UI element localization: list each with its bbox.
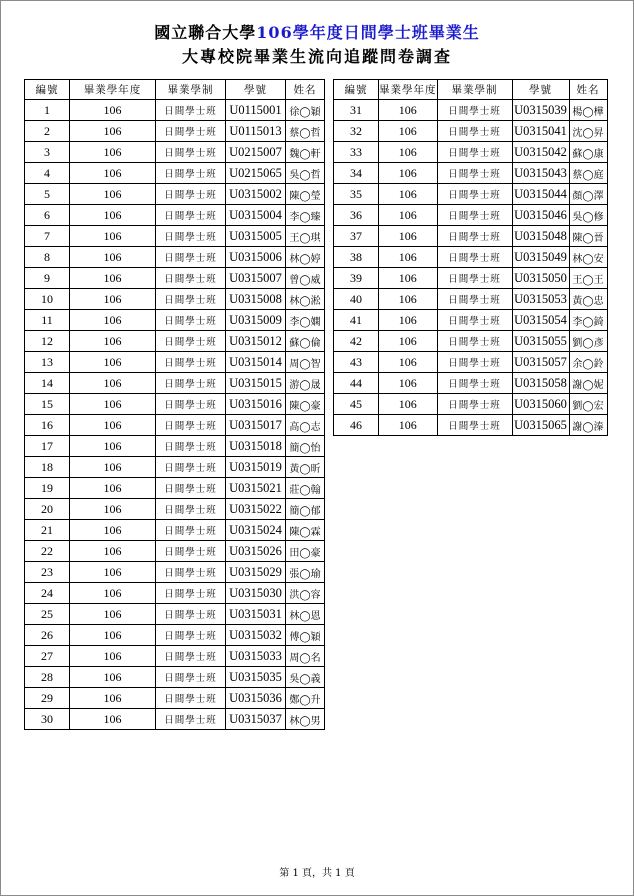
cell-program: 日間學士班 [437, 100, 512, 121]
cell-program: 日間學士班 [156, 289, 226, 310]
cell-program: 日間學士班 [156, 604, 226, 625]
cell-grad-year: 106 [379, 394, 438, 415]
cell-number: 20 [25, 499, 70, 520]
cell-program: 日間學士班 [156, 184, 226, 205]
cell-grad-year: 106 [70, 331, 156, 352]
cell-grad-year: 106 [70, 184, 156, 205]
cell-name: 李◯臻 [286, 205, 325, 226]
cell-grad-year: 106 [379, 289, 438, 310]
table-header-row [25, 80, 325, 100]
cell-name: 蔡◯庭 [569, 163, 607, 184]
table-row [334, 289, 608, 310]
cell-student-id: U0315054 [512, 310, 569, 331]
cell-program: 日間學士班 [437, 352, 512, 373]
title-highlight: 106學年度日間學士班畢業生 [256, 23, 480, 42]
table-row [334, 268, 608, 289]
header-number: 編號 [25, 80, 70, 100]
table-row [334, 394, 608, 415]
cell-number: 9 [25, 268, 70, 289]
header-program: 畢業學制 [156, 80, 226, 100]
cell-name: 余◯鈴 [569, 352, 607, 373]
cell-name: 劉◯宏 [569, 394, 607, 415]
cell-number: 10 [25, 289, 70, 310]
table-row [25, 520, 325, 541]
cell-student-id: U0315041 [512, 121, 569, 142]
cell-number: 7 [25, 226, 70, 247]
title-school: 國立聯合大學 [154, 23, 257, 42]
cell-number: 15 [25, 394, 70, 415]
table-row [25, 541, 325, 562]
table-row [334, 184, 608, 205]
cell-number: 33 [334, 142, 379, 163]
cell-number: 34 [334, 163, 379, 184]
table-row [25, 457, 325, 478]
cell-number: 28 [25, 667, 70, 688]
table-row [334, 226, 608, 247]
cell-number: 37 [334, 226, 379, 247]
cell-name: 顏◯澤 [569, 184, 607, 205]
cell-name: 林◯淞 [286, 289, 325, 310]
cell-program: 日間學士班 [156, 310, 226, 331]
cell-grad-year: 106 [70, 625, 156, 646]
cell-student-id: U0315018 [226, 436, 286, 457]
cell-grad-year: 106 [379, 226, 438, 247]
cell-name: 莊◯翰 [286, 478, 325, 499]
cell-program: 日間學士班 [437, 184, 512, 205]
cell-program: 日間學士班 [156, 352, 226, 373]
table-body-right [334, 100, 608, 436]
cell-student-id: U0315042 [512, 142, 569, 163]
table-row [25, 289, 325, 310]
cell-name: 林◯男 [286, 709, 325, 730]
cell-grad-year: 106 [70, 709, 156, 730]
table-row [25, 373, 325, 394]
cell-program: 日間學士班 [437, 142, 512, 163]
cell-student-id: U0315015 [226, 373, 286, 394]
cell-program: 日間學士班 [156, 121, 226, 142]
table-row [25, 688, 325, 709]
cell-grad-year: 106 [379, 247, 438, 268]
table-row [25, 583, 325, 604]
cell-number: 1 [25, 100, 70, 121]
cell-name: 洪◯容 [286, 583, 325, 604]
cell-grad-year: 106 [70, 688, 156, 709]
cell-number: 30 [25, 709, 70, 730]
cell-student-id: U0315019 [226, 457, 286, 478]
cell-number: 29 [25, 688, 70, 709]
cell-grad-year: 106 [70, 289, 156, 310]
cell-name: 林◯恩 [286, 604, 325, 625]
cell-grad-year: 106 [70, 394, 156, 415]
cell-grad-year: 106 [70, 205, 156, 226]
cell-grad-year: 106 [379, 268, 438, 289]
cell-program: 日間學士班 [437, 289, 512, 310]
cell-student-id: U0215007 [226, 142, 286, 163]
header-student-id: 學號 [512, 80, 569, 100]
cell-grad-year: 106 [70, 142, 156, 163]
cell-name: 吳◯哲 [286, 163, 325, 184]
cell-name: 林◯安 [569, 247, 607, 268]
header-number: 編號 [334, 80, 379, 100]
cell-grad-year: 106 [70, 583, 156, 604]
cell-program: 日間學士班 [437, 247, 512, 268]
cell-grad-year: 106 [379, 373, 438, 394]
table-row [25, 604, 325, 625]
cell-name: 謝◯妮 [569, 373, 607, 394]
cell-name: 吳◯修 [569, 205, 607, 226]
table-header-row [334, 80, 608, 100]
cell-student-id: U0315035 [226, 667, 286, 688]
cell-program: 日間學士班 [156, 562, 226, 583]
cell-number: 41 [334, 310, 379, 331]
cell-grad-year: 106 [379, 352, 438, 373]
cell-program: 日間學士班 [156, 625, 226, 646]
table-row [25, 562, 325, 583]
cell-program: 日間學士班 [156, 163, 226, 184]
table-row [25, 163, 325, 184]
cell-program: 日間學士班 [156, 520, 226, 541]
cell-program: 日間學士班 [437, 373, 512, 394]
cell-program: 日間學士班 [156, 226, 226, 247]
cell-student-id: U0315031 [226, 604, 286, 625]
cell-number: 46 [334, 415, 379, 436]
table-row [334, 415, 608, 436]
table-row [334, 121, 608, 142]
table-row [25, 142, 325, 163]
cell-student-id: U0315007 [226, 268, 286, 289]
cell-number: 13 [25, 352, 70, 373]
table-row [25, 709, 325, 730]
table-row [25, 667, 325, 688]
cell-name: 劉◯彥 [569, 331, 607, 352]
cell-name: 吳◯義 [286, 667, 325, 688]
cell-student-id: U0315017 [226, 415, 286, 436]
table-row [25, 247, 325, 268]
cell-name: 田◯豪 [286, 541, 325, 562]
cell-student-id: U0315022 [226, 499, 286, 520]
cell-program: 日間學士班 [156, 247, 226, 268]
cell-program: 日間學士班 [156, 415, 226, 436]
header-program: 畢業學制 [437, 80, 512, 100]
table-row [25, 226, 325, 247]
cell-program: 日間學士班 [156, 583, 226, 604]
cell-program: 日間學士班 [156, 142, 226, 163]
cell-grad-year: 106 [70, 541, 156, 562]
cell-grad-year: 106 [70, 478, 156, 499]
cell-student-id: U0315039 [512, 100, 569, 121]
cell-student-id: U0315009 [226, 310, 286, 331]
cell-student-id: U0215065 [226, 163, 286, 184]
cell-name: 曾◯威 [286, 268, 325, 289]
cell-grad-year: 106 [70, 667, 156, 688]
cell-student-id: U0315026 [226, 541, 286, 562]
cell-student-id: U0315002 [226, 184, 286, 205]
cell-program: 日間學士班 [156, 373, 226, 394]
cell-number: 42 [334, 331, 379, 352]
header-grad-year: 畢業學年度 [379, 80, 438, 100]
table-row [25, 499, 325, 520]
cell-name: 周◯名 [286, 646, 325, 667]
cell-number: 24 [25, 583, 70, 604]
cell-student-id: U0315055 [512, 331, 569, 352]
cell-name: 周◯智 [286, 352, 325, 373]
cell-number: 27 [25, 646, 70, 667]
cell-number: 40 [334, 289, 379, 310]
cell-name: 王◯琪 [286, 226, 325, 247]
header-grad-year: 畢業學年度 [70, 80, 156, 100]
cell-student-id: U0315044 [512, 184, 569, 205]
cell-program: 日間學士班 [437, 415, 512, 436]
cell-student-id: U0315043 [512, 163, 569, 184]
table-row [334, 100, 608, 121]
cell-program: 日間學士班 [156, 541, 226, 562]
cell-name: 蘇◯倫 [286, 331, 325, 352]
cell-program: 日間學士班 [437, 394, 512, 415]
table-row [25, 205, 325, 226]
cell-number: 39 [334, 268, 379, 289]
table-row [334, 163, 608, 184]
cell-number: 43 [334, 352, 379, 373]
table-row [25, 646, 325, 667]
cell-grad-year: 106 [70, 457, 156, 478]
table-row [25, 268, 325, 289]
cell-grad-year: 106 [70, 499, 156, 520]
cell-student-id: U0315060 [512, 394, 569, 415]
cell-program: 日間學士班 [156, 268, 226, 289]
cell-number: 32 [334, 121, 379, 142]
cell-name: 簡◯怡 [286, 436, 325, 457]
cell-program: 日間學士班 [156, 394, 226, 415]
cell-grad-year: 106 [379, 415, 438, 436]
cell-number: 26 [25, 625, 70, 646]
cell-number: 31 [334, 100, 379, 121]
cell-student-id: U0315032 [226, 625, 286, 646]
cell-grad-year: 106 [379, 100, 438, 121]
table-row [334, 205, 608, 226]
cell-student-id: U0315014 [226, 352, 286, 373]
header-name: 姓名 [286, 80, 325, 100]
cell-program: 日間學士班 [156, 205, 226, 226]
cell-name: 王◯王 [569, 268, 607, 289]
table-row [334, 352, 608, 373]
cell-name: 黃◯忠 [569, 289, 607, 310]
cell-program: 日間學士班 [156, 331, 226, 352]
cell-grad-year: 106 [379, 142, 438, 163]
cell-student-id: U0315048 [512, 226, 569, 247]
cell-name: 陳◯晉 [569, 226, 607, 247]
cell-program: 日間學士班 [156, 709, 226, 730]
cell-name: 謝◯溱 [569, 415, 607, 436]
cell-grad-year: 106 [379, 121, 438, 142]
cell-program: 日間學士班 [156, 499, 226, 520]
cell-number: 19 [25, 478, 70, 499]
table-row [334, 142, 608, 163]
cell-name: 簡◯郁 [286, 499, 325, 520]
table-row [334, 247, 608, 268]
cell-number: 25 [25, 604, 70, 625]
cell-number: 18 [25, 457, 70, 478]
cell-student-id: U0315046 [512, 205, 569, 226]
cell-number: 44 [334, 373, 379, 394]
cell-student-id: U0115001 [226, 100, 286, 121]
cell-number: 11 [25, 310, 70, 331]
table-row [25, 184, 325, 205]
cell-grad-year: 106 [70, 646, 156, 667]
cell-name: 徐◯穎 [286, 100, 325, 121]
cell-number: 45 [334, 394, 379, 415]
cell-number: 22 [25, 541, 70, 562]
cell-number: 35 [334, 184, 379, 205]
cell-program: 日間學士班 [437, 205, 512, 226]
cell-number: 23 [25, 562, 70, 583]
cell-student-id: U0315065 [512, 415, 569, 436]
cell-grad-year: 106 [70, 562, 156, 583]
cell-student-id: U0315005 [226, 226, 286, 247]
cell-program: 日間學士班 [156, 478, 226, 499]
cell-grad-year: 106 [70, 436, 156, 457]
cell-student-id: U0315036 [226, 688, 286, 709]
roster-table-right [333, 79, 608, 436]
table-row [25, 436, 325, 457]
cell-student-id: U0315033 [226, 646, 286, 667]
cell-student-id: U0315030 [226, 583, 286, 604]
cell-student-id: U0315008 [226, 289, 286, 310]
cell-grad-year: 106 [70, 604, 156, 625]
cell-student-id: U0315057 [512, 352, 569, 373]
document-subtitle: 大專校院畢業生流向追蹤問卷調查 [181, 47, 452, 66]
cell-program: 日間學士班 [156, 688, 226, 709]
table-row [25, 415, 325, 436]
cell-name: 楊◯樺 [569, 100, 607, 121]
cell-name: 蘇◯康 [569, 142, 607, 163]
cell-number: 16 [25, 415, 70, 436]
table-row [25, 625, 325, 646]
cell-program: 日間學士班 [437, 163, 512, 184]
cell-number: 5 [25, 184, 70, 205]
document-title [0, 20, 634, 43]
cell-student-id: U0315006 [226, 247, 286, 268]
cell-student-id: U0315004 [226, 205, 286, 226]
cell-program: 日間學士班 [156, 667, 226, 688]
cell-name: 李◯錡 [569, 310, 607, 331]
table-row [25, 478, 325, 499]
cell-program: 日間學士班 [437, 268, 512, 289]
table-row [334, 331, 608, 352]
cell-student-id: U0315016 [226, 394, 286, 415]
cell-name: 高◯志 [286, 415, 325, 436]
cell-grad-year: 106 [379, 205, 438, 226]
cell-name: 蔡◯哲 [286, 121, 325, 142]
cell-grad-year: 106 [379, 331, 438, 352]
cell-number: 38 [334, 247, 379, 268]
cell-grad-year: 106 [70, 415, 156, 436]
table-row [25, 100, 325, 121]
table-row [334, 373, 608, 394]
cell-name: 傅◯穎 [286, 625, 325, 646]
cell-grad-year: 106 [379, 184, 438, 205]
cell-student-id: U0315058 [512, 373, 569, 394]
cell-student-id: U0315029 [226, 562, 286, 583]
cell-program: 日間學士班 [437, 121, 512, 142]
cell-grad-year: 106 [70, 310, 156, 331]
cell-program: 日間學士班 [437, 310, 512, 331]
cell-number: 2 [25, 121, 70, 142]
cell-student-id: U0315021 [226, 478, 286, 499]
cell-number: 36 [334, 205, 379, 226]
cell-name: 林◯婷 [286, 247, 325, 268]
cell-grad-year: 106 [70, 247, 156, 268]
cell-grad-year: 106 [70, 121, 156, 142]
cell-student-id: U0315037 [226, 709, 286, 730]
table-row [334, 310, 608, 331]
cell-number: 6 [25, 205, 70, 226]
cell-number: 17 [25, 436, 70, 457]
cell-student-id: U0315024 [226, 520, 286, 541]
cell-program: 日間學士班 [156, 100, 226, 121]
table-row [25, 331, 325, 352]
cell-name: 張◯瑜 [286, 562, 325, 583]
cell-student-id: U0315012 [226, 331, 286, 352]
cell-name: 陳◯瑩 [286, 184, 325, 205]
cell-grad-year: 106 [70, 373, 156, 394]
cell-grad-year: 106 [70, 520, 156, 541]
cell-name: 鄭◯升 [286, 688, 325, 709]
cell-grad-year: 106 [70, 226, 156, 247]
cell-grad-year: 106 [70, 163, 156, 184]
cell-student-id: U0315049 [512, 247, 569, 268]
cell-grad-year: 106 [70, 268, 156, 289]
cell-number: 21 [25, 520, 70, 541]
cell-student-id: U0115013 [226, 121, 286, 142]
table-row [25, 394, 325, 415]
cell-name: 黃◯昕 [286, 457, 325, 478]
table-row [25, 352, 325, 373]
cell-name: 魏◯軒 [286, 142, 325, 163]
table-row [25, 310, 325, 331]
header-student-id: 學號 [226, 80, 286, 100]
cell-grad-year: 106 [70, 352, 156, 373]
cell-number: 3 [25, 142, 70, 163]
cell-program: 日間學士班 [156, 457, 226, 478]
cell-number: 14 [25, 373, 70, 394]
cell-name: 陳◯豪 [286, 394, 325, 415]
cell-number: 8 [25, 247, 70, 268]
cell-grad-year: 106 [70, 100, 156, 121]
cell-number: 4 [25, 163, 70, 184]
roster-table-left [24, 79, 325, 730]
cell-program: 日間學士班 [156, 646, 226, 667]
header-name: 姓名 [569, 80, 607, 100]
cell-program: 日間學士班 [437, 331, 512, 352]
table-body-left [25, 100, 325, 730]
cell-name: 游◯晟 [286, 373, 325, 394]
cell-name: 李◯嫻 [286, 310, 325, 331]
cell-student-id: U0315050 [512, 268, 569, 289]
cell-name: 沈◯昇 [569, 121, 607, 142]
cell-name: 陳◯霖 [286, 520, 325, 541]
cell-student-id: U0315053 [512, 289, 569, 310]
cell-number: 12 [25, 331, 70, 352]
table-row [25, 121, 325, 142]
cell-grad-year: 106 [379, 163, 438, 184]
page-footer: 第 1 頁，共 1 頁 [279, 868, 355, 879]
cell-grad-year: 106 [379, 310, 438, 331]
cell-program: 日間學士班 [437, 226, 512, 247]
cell-program: 日間學士班 [156, 436, 226, 457]
